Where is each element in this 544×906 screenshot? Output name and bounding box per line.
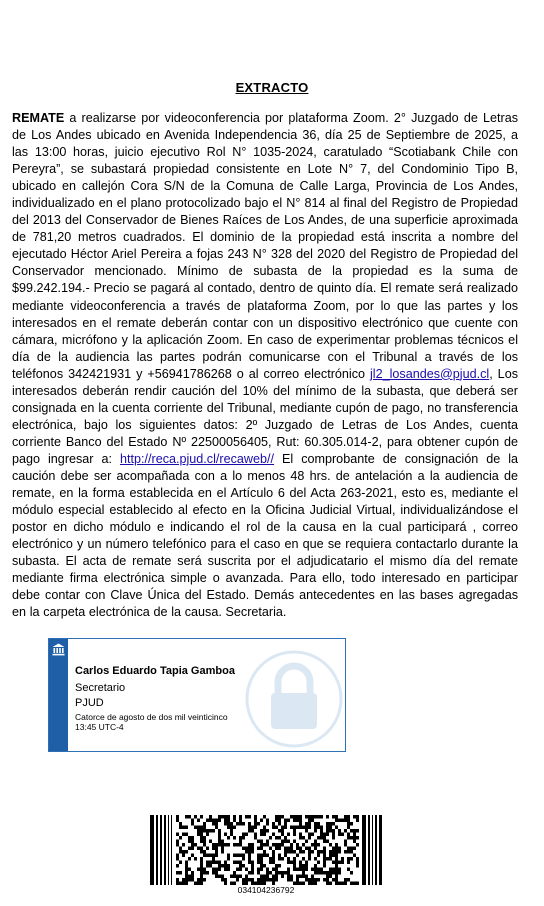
pdf417-barcode [150,815,382,885]
paragraph-part-3: El comprobante de consignación de la caución debe ser acompañada con a lo menos 48 hrs. de antelación a la audiencia de remate, en la forma establecida en el Artículo 6 del Acta 263-2021, esto es, mediante el módulo especial establecido al efecto en la Oficina Judicial Virtual, individualizándose el postor en dicho módulo e indicando el rol de la causa en la cual participará , correo electrónico y un número telefónico para el caso en que se requiera contactarlo durante la subasta. El acta de remate será suscrita por el adjudicatario el mismo día del remate mediante firma electrónica simple o avanzada. Para ello, todo interesado en participar debe contar con Clave Única del Estado. Demás antecedentes en las bases agregadas en la carpeta electrónica de la causa. Secretaria. [12,451,518,620]
lock-icon [244,649,344,749]
bank-icon [52,643,65,656]
document-body [12,110,518,621]
signature-side-bar [49,639,68,751]
electronic-signature-box [48,638,346,752]
signer-role: Secretario [75,682,126,694]
email-link[interactable]: jl2_losandes@pjud.cl [370,366,490,381]
signer-name: Carlos Eduardo Tapia Gamboa [75,665,235,677]
signature-date [75,712,228,732]
document-title: EXTRACTO [235,80,309,95]
signer-organization: PJUD [75,697,104,709]
recaweb-link[interactable]: http://reca.pjud.cl/recaweb// [120,451,275,466]
paragraph-part-1: a realizarse por videoconferencia por plataforma Zoom. 2° Juzgado de Letras de Los Andes ubicado en Avenida Independencia 36, día 25 de Septiembre de 2025, a las 13:00 horas, juicio ejecutivo Rol N° 1035-2024, caratulado “Scotiabank Chile con Pereyra”, se subastará propiedad consistente en Lote N° 7, del Condominio Tipo B, ubicado en callejón Cora S/N de la Comuna de Calle Larga, Provincia de Los Andes, individualizado en el plano protocolizado bajo el N° 814 al final del Registro de Propiedad del 2013 del Conservador de Bienes Raíces de Los Andes, de una superficie aproximada de 781,20 metros cuadrados. El dominio de la propiedad está inscrita a nombre del ejecutado Héctor Ariel Pereira a fojas 243 N° 328 del 2020 del Registro de Propiedad del Conservador mencionado. Mínimo de subasta de la propiedad es la suma de $99.242.194.- Precio se pagará al contado, dentro de quinto día. El remate será realizado mediante videoconferencia a través de plataforma Zoom, por lo que las partes y los interesados en el remate deberán contar con un dispositivo electrónico que cuente con cámara, micrófono y la aplicación Zoom. En caso de experimentar problemas técnicos el día de la audiencia las partes podrán comunicarse con el Tribunal a través de los teléfonos 342421931 y +56941786268 o al correo electrónico [12,111,518,381]
signature-time-line: 13:45 UTC-4 [75,722,124,732]
paragraph-part-2: , Los interesados deberán rendir caución del 10% del mínimo de la subasta, que deberá ser consignada en la cuenta corriente del Tribunal, mediante cupón de pago, no transferencia electrónica, bajo los siguientes datos: 2º Juzgado de Letras de Los Andes, cuenta corriente Banco del Estado Nº 22500056405, Rut: 60.305.014-2, para obtener cupón de pago ingresar a: [12,366,518,466]
signature-date-line: Catorce de agosto de dos mil veinticinco [75,712,228,722]
barcode-number: 034104236792 [237,885,295,895]
lead-keyword: REMATE [12,111,65,125]
